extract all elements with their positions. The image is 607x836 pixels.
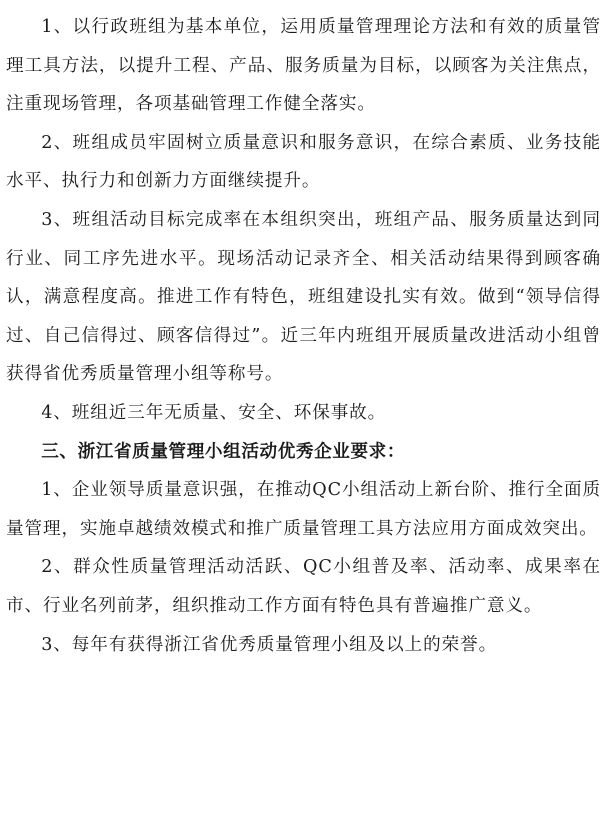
paragraph-1: 1、以行政班组为基本单位，运用质量管理理论方法和有效的质量管理工具方法，以提升工程、产品、服务质量为目标，以顾客为关注焦点，注重现场管理，各项基础管理工作健全落实。	[6, 17, 601, 115]
paragraph-6: 2、群众性质量管理活动活跃、QC小组普及率、活动率、成果率在市、行业名列前茅，组织推动工作方面有特色具有普遍推广意义。	[6, 557, 601, 616]
paragraph-4: 4、班组近三年无质量、安全、环保事故。	[41, 402, 387, 423]
paragraph-2: 2、班组成员牢固树立质量意识和服务意识，在综合素质、业务技能水平、执行力和创新力方面继续提升。	[6, 132, 601, 192]
paragraph-3: 3、班组活动目标完成率在本组织突出，班组产品、服务质量达到同行业、同工序先进水平。现场活动记录齐全、相关活动结果得到顾客确认，满意程度高。推进工作有特色，班组建设扎实有效。做到“领导信得过、自己信得过、顾客信得过”。近三年内班组开展质量改进活动小组曾获得省优秀质量管理小组等称号。	[6, 209, 601, 385]
paragraph-5: 1、企业领导质量意识强，在推动QC小组活动上新台阶、推行全面质量管理，实施卓越绩效模式和推广质量管理工具方法应用方面成效突出。	[6, 480, 601, 539]
section-heading: 三、浙江省质量管理小组活动优秀企业要求：	[41, 441, 406, 462]
paragraph-7: 3、每年有获得浙江省优秀质量管理小组及以上的荣誉。	[41, 634, 498, 655]
